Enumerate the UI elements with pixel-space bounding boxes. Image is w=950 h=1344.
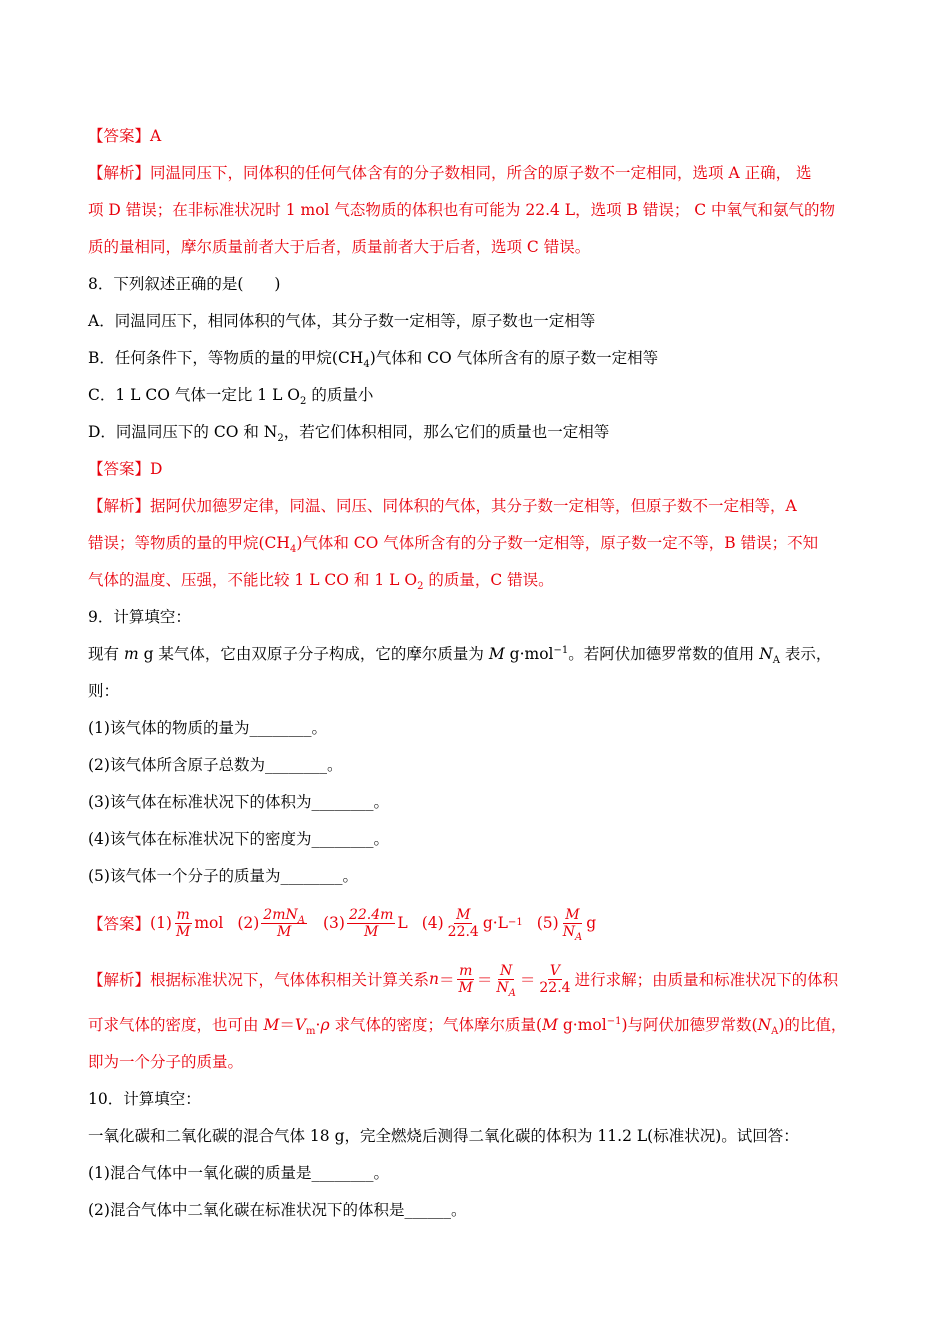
answer-part-label: (5) [536, 914, 559, 932]
numerator-text: 2mN [263, 906, 298, 923]
q9-sub-5: (5)该气体一个分子的质量为________。 [88, 867, 358, 885]
q10-sub-2: (2)混合气体中二氧化碳在标准状况下的体积是______。 [88, 1201, 467, 1219]
answer-value: A [150, 127, 162, 145]
answer-label: 【答案】 [88, 460, 151, 478]
q8-option-c [88, 377, 866, 414]
answer-part-label: (4) [421, 914, 444, 932]
var-N: N [759, 645, 773, 663]
q8-option-d [88, 414, 866, 451]
subscript: A [508, 987, 516, 999]
fraction [561, 906, 584, 943]
desc-text: 现有 [88, 645, 124, 663]
var-M: M [542, 1016, 558, 1034]
subscript: m [306, 1026, 316, 1038]
var-M: M [488, 645, 505, 663]
unit: mol [194, 914, 224, 932]
q8-option-b [88, 340, 866, 377]
numerator: 22.4m [348, 906, 394, 923]
numerator: M [456, 906, 471, 923]
denominator [494, 979, 517, 999]
fraction [446, 907, 481, 940]
q10-stem: 10．计算填空： [88, 1090, 201, 1108]
option-text: D．同温同压下的 CO 和 N [88, 423, 278, 441]
numerator: V [549, 962, 561, 979]
q7-analysis [88, 155, 866, 266]
analysis-label: 【解析】 [88, 164, 151, 182]
analysis-text: 错误；等物质的量的甲烷(CH [88, 534, 290, 552]
subscript: A [297, 914, 305, 926]
option-text: 的质量小 [306, 386, 374, 404]
denominator: M [363, 923, 379, 940]
analysis-text: )的比值， [778, 1016, 847, 1034]
denominator-text: N [562, 923, 575, 940]
numerator: m [176, 906, 190, 923]
answer-label: 【答案】 [88, 915, 151, 933]
denominator: 22.4 [539, 979, 571, 996]
q8-stem: 8．下列叙述正确的是( ) [88, 275, 281, 293]
q9-analysis-rest [88, 1007, 866, 1081]
option-text: ，若它们体积相同，那么它们的质量也一定相等 [283, 423, 610, 441]
analysis-text: 进行求解；由质量和标准状况下的体积 [574, 971, 839, 989]
q8-analysis [88, 488, 866, 599]
desc-text: g·mol [504, 645, 554, 663]
superscript: −1 [553, 644, 569, 656]
option-text: )气体和 CO 气体所含有的原子数一定相等 [369, 349, 659, 367]
analysis-text: 的质量，C 错误。 [423, 571, 554, 589]
document-page [88, 118, 866, 1229]
equals-sign: ＝ [439, 971, 455, 989]
analysis-text: g·mol [557, 1016, 607, 1034]
q9-sub-4: (4)该气体在标准状况下的密度为________。 [88, 830, 389, 848]
analysis-text: 根据标准状况下，气体体积相关计算关系 [150, 971, 430, 989]
q9-sub-3: (3)该气体在标准状况下的体积为________。 [88, 793, 389, 811]
subscript: A [574, 931, 583, 943]
analysis-text: )气体和 CO 气体所含有的分子数一定相等，原子数一定不等，B 错误；不知 [296, 534, 819, 552]
superscript: −1 [606, 1015, 622, 1027]
denominator-text: N [496, 979, 509, 996]
fraction [537, 963, 572, 996]
analysis-label: 【解析】 [88, 971, 151, 989]
answer-part-label: (3) [322, 914, 345, 932]
denominator: M [175, 923, 191, 940]
answer-label: 【答案】 [88, 127, 151, 145]
subscript: A [772, 655, 780, 667]
q7-answer [88, 118, 866, 155]
q8-option-a: A．同温同压下，相同体积的气体，其分子数一定相等，原子数也一定相等 [88, 312, 596, 330]
subscript: 4 [363, 359, 370, 371]
answer-value: D [150, 460, 163, 478]
analysis-text: ＝ [279, 1016, 295, 1034]
unit: L [397, 914, 408, 932]
fraction [174, 907, 192, 940]
subscript: A [771, 1026, 779, 1038]
q9-sub-1: (1)该气体的物质的量为________。 [88, 719, 327, 737]
subscript: 2 [277, 433, 284, 445]
numerator [261, 907, 307, 924]
unit: g·L [482, 914, 508, 932]
subscript: 2 [417, 581, 424, 593]
numerator: m [459, 962, 473, 979]
analysis-text: 据阿伏加德罗定律，同温、同压、同体积的气体，其分子数一定相等，但原子数不一定相等，A [150, 497, 797, 515]
analysis-text: )与阿伏加德罗常数( [621, 1016, 758, 1034]
denominator [561, 923, 584, 943]
analysis-text: 质的量相同，摩尔质量前者大于后者，质量前者大于后者，选项 C 错误。 [88, 238, 591, 256]
numerator: N [500, 962, 513, 979]
q9-stem: 9．计算填空： [88, 608, 191, 626]
option-text: B．任何条件下，等物质的量的甲烷(CH [88, 349, 364, 367]
answer-part-label: (2) [237, 914, 260, 932]
analysis-text: 即为一个分子的质量。 [88, 1053, 244, 1071]
q8-answer [88, 451, 866, 488]
equals-sign: ＝ [476, 971, 493, 989]
analysis-text: · [315, 1016, 321, 1034]
var-V: V [294, 1016, 307, 1034]
unit: g [586, 914, 597, 932]
analysis-text: 气体的温度、压强，不能比较 1 L CO 和 1 L O [88, 571, 418, 589]
answer-part-label: (1) [150, 914, 172, 932]
desc-text: 表示， [779, 645, 832, 663]
var-N: N [757, 1016, 772, 1034]
analysis-text: 同温同压下，同体积的任何气体含有的分子数相同，所含的原子数不一定相同，选项 A 正确， 选 [150, 164, 812, 182]
numerator: M [565, 906, 580, 923]
denominator: 22.4 [447, 923, 479, 940]
denominator: M [276, 923, 292, 940]
q10-description: 一氧化碳和二氧化碳的混合气体 18 g，完全燃烧后测得二氧化碳的体积为 11.2 L(标准状况)。试回答： [88, 1127, 799, 1145]
desc-text: g 某气体，它由双原子分子构成，它的摩尔质量为 [138, 645, 489, 663]
q9-sub-2: (2)该气体所含原子总数为________。 [88, 756, 343, 774]
var-M: M [263, 1016, 280, 1034]
analysis-text: 求气体的密度；气体摩尔质量( [329, 1016, 543, 1034]
subscript: 2 [300, 396, 307, 408]
fraction [457, 963, 475, 996]
var-n: n [429, 970, 440, 988]
analysis-text: 可求气体的密度，也可由 [88, 1016, 264, 1034]
option-text: C．1 L CO 气体一定比 1 L O [88, 386, 301, 404]
fraction [261, 907, 307, 940]
denominator: M [458, 979, 473, 996]
equals-sign: ＝ [519, 971, 536, 989]
subscript: 4 [289, 544, 297, 556]
q9-analysis-line-1 [88, 951, 866, 1007]
var-rho: ρ [320, 1016, 330, 1034]
var-m: m [123, 645, 139, 663]
q10-sub-1: (1)混合气体中一氧化碳的质量是________。 [88, 1164, 389, 1182]
analysis-label: 【解析】 [88, 497, 151, 515]
q9-description [88, 636, 866, 710]
fraction [347, 907, 395, 940]
analysis-text: 项 D 错误；在非标准状况时 1 mol 气态物质的体积也有可能为 22.4 L，选项 B 错误； C 中氧气和氨气的物 [88, 201, 836, 219]
desc-text: 。若阿伏加德罗常数的值用 [568, 645, 760, 663]
q9-answer: 【答案】 (1) $\frac{m}{M}$ mol (2) $\frac{2mN_A}{M}$ (3) $\frac{22.4m}{M}$ L (4) $\frac{M}{22.4}$ g·L −1 (5) $\frac{M}{N_A}$ g [88, 906, 597, 943]
fraction [494, 962, 517, 999]
desc-text: 则： [88, 682, 120, 700]
